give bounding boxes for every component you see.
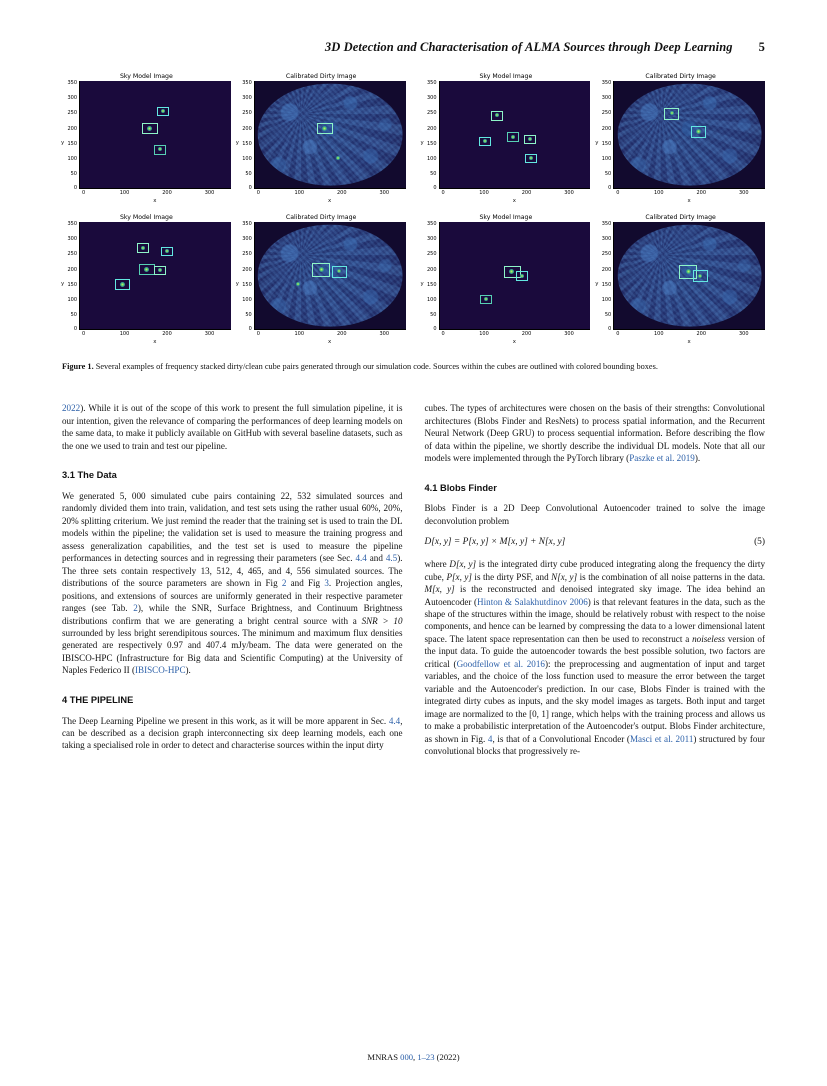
body-columns bbox=[62, 402, 765, 757]
paragraph-deconvolution: where D[x, y] is the integrated dirty cube produced integrating along the frequency the dirty cube, P[x, y] is the dirty PSF, and N[x, y] is the combination of all noise patterns in the data. M[x, y] is the reconstructed and denoised integrated sky image. The idea behind an Autoencoder (Hinton & Salakhutdinov 2006) is that relevant features in the data, such as the shape of the structures within the image, should be relatively robust with respect to the noise components, and hence can be learned by compressing the data to a lower dimensional latent space. The latent space representation can then be used to reconstruct a noiseless version of the input data. To guide the autoencoder towards the best possible solution, two factors are critical (Goodfellow et al. 2016): the preprocessing and augmentation of input and target variables, and the choice of the loss function used to measure the error between the target variable and the Autoencoder's prediction. In our case, Blobs Finder is trained with the integrated dirty cubes as inputs, and the sky model images as targets. Both input and target image are normalized to the [0, 1] range, which helps with the training process and allows us to make a probabilistic interpretation of the Autoencoder's output. Blobs Finder architecture, as shown in Fig. 4, is that of a Convolutional Encoder (Masci et al. 2011) structured by four convolutional blocks that progressively re- bbox=[424, 559, 766, 757]
panel-title-dirty: Calibrated Dirty Image bbox=[645, 214, 716, 221]
panel-title-dirty: Calibrated Dirty Image bbox=[285, 73, 357, 80]
axis-label-x: x bbox=[512, 198, 516, 204]
axis-label-y: y bbox=[61, 280, 65, 287]
axis-label-x: x bbox=[328, 339, 332, 345]
ref-link-tab-2[interactable]: 2 bbox=[133, 603, 138, 614]
figure-grid bbox=[62, 73, 765, 345]
page-number: 5 bbox=[758, 40, 765, 54]
paragraph-blobs-finder: Blobs Finder is a 2D Deep Convolutional Autoencoder trained to solve the image deconvolution problem bbox=[424, 503, 765, 526]
cube-pair-1 bbox=[62, 73, 406, 204]
panel-dirty-3 bbox=[237, 214, 406, 345]
x-tick-labels: 0 100 200 300 bbox=[616, 331, 749, 337]
axis-label-x: x bbox=[328, 198, 332, 204]
panel-title-dirty: Calibrated Dirty Image bbox=[285, 214, 357, 221]
axis-label-y: y bbox=[595, 139, 599, 146]
axis-label-y: y bbox=[235, 280, 239, 287]
x-tick-labels: 0 100 200 300 bbox=[441, 331, 574, 337]
axis-label-x: x bbox=[153, 339, 157, 345]
citation-link-hinton[interactable]: Hinton & Salakhutdinov 2006 bbox=[477, 596, 588, 607]
ref-link-4-5[interactable]: 4.5 bbox=[385, 553, 398, 564]
sky-model-image bbox=[439, 81, 591, 189]
axis-label-y: y bbox=[235, 139, 239, 146]
ref-link-fig-2[interactable]: 2 bbox=[281, 578, 287, 589]
paragraph-the-data: We generated 5, 000 simulated cube pairs containing 22, 532 simulated sources and randomly divided them into train, validation, and test sets using the rather usual 60%, 20%, 20% splitting criterium. We just remind the reader that the training set is used to train the DL models within the pipeline; the validation set is used to measure the training progress and assess generalization capabilities, and the test set is used to measure the pipeline performances in detecting sources and in regressing their parameters (see Sec. 4.4 and 4.5). The three sets contain respectively 13, 512, 4, 465, and 4, 556 simulated sources. The distributions of the source parameters are shown in Fig 2 and Fig 3. Projection angles, positions, and extensions of sources are uniformly generated in their respective parameter ranges (see Tab. 2), while the SNR, Surface Brightness, and Continuum Brightness distributions confirm that we are generating a bright central source with a SNR > 10 surrounded by less bright serendipitous sources. The minimum and maximum flux densities generated are respectively 0.97 and 407.4 mJy/beam. The data were generated on the IBISCO-HPC (Infrastructure for Big data and Scientific Computing) at the University of Naples Federico II (IBISCO-HPC). bbox=[62, 490, 403, 676]
section-heading-4: 4 THE PIPELINE bbox=[62, 694, 134, 705]
cube-pair-4 bbox=[422, 214, 766, 345]
panel-dirty-1 bbox=[237, 73, 406, 204]
x-tick-labels: 0 100 200 300 bbox=[81, 331, 215, 337]
footer-sep: , bbox=[413, 1052, 418, 1062]
footer-journal: MNRAS bbox=[367, 1052, 401, 1062]
y-tick-labels: 350 300 250 200 150 100 50 0 bbox=[426, 221, 437, 332]
ref-link-fig-4[interactable]: 4 bbox=[487, 733, 493, 744]
panel-dirty-4 bbox=[596, 214, 765, 345]
y-tick-labels: 350 300 250 200 150 100 50 0 bbox=[242, 80, 252, 191]
citation-link-paszke[interactable]: Paszke et al. 2019 bbox=[629, 453, 695, 464]
x-tick-labels: 0 100 200 300 bbox=[616, 190, 749, 196]
inline-math-p: P[x, y] bbox=[446, 571, 472, 582]
axis-label-y: y bbox=[420, 280, 424, 287]
y-tick-labels: 350 300 250 200 150 100 50 0 bbox=[426, 80, 437, 191]
panel-title-sky: Sky Model Image bbox=[479, 214, 533, 221]
y-tick-labels: 350 300 250 200 150 100 50 0 bbox=[67, 80, 77, 191]
y-tick-labels: 350 300 250 200 150 100 50 0 bbox=[601, 80, 612, 191]
axis-label-y: y bbox=[420, 139, 424, 146]
figure-1 bbox=[62, 73, 765, 372]
ref-link-fig-3[interactable]: 3 bbox=[324, 578, 329, 589]
inline-math-snr: SNR > 10 bbox=[361, 615, 403, 626]
panel-sky-2 bbox=[422, 73, 591, 204]
panel-title-sky: Sky Model Image bbox=[479, 73, 533, 80]
sky-model-image bbox=[439, 222, 591, 330]
axis-label-x: x bbox=[687, 198, 691, 204]
axis-label-x: x bbox=[512, 339, 516, 345]
footer-pages: 1–23 bbox=[417, 1052, 435, 1062]
paragraph-intro: 2022). While it is out of the scope of this work to present the full simulation pipeline, it is our intention, given the relevance of comparing the performances of deep learning models on the same data, to make it publicly available on GitHub with several baseline datasets, such as the one we used to train and test our pipeline. bbox=[62, 403, 403, 451]
sky-model-image bbox=[79, 81, 231, 189]
citation-link-masci[interactable]: Masci et al. 2011 bbox=[629, 733, 694, 744]
calibrated-dirty-image bbox=[254, 222, 406, 330]
panel-title-sky: Sky Model Image bbox=[119, 214, 173, 221]
ref-link-ibisco[interactable]: IBISCO-HPC bbox=[134, 665, 186, 676]
emphasis-noiseless: noiseless bbox=[692, 633, 725, 644]
calibrated-dirty-image bbox=[613, 222, 765, 330]
cube-pair-3 bbox=[62, 214, 406, 345]
y-tick-labels: 350 300 250 200 150 100 50 0 bbox=[242, 221, 252, 332]
column-left bbox=[62, 402, 403, 757]
paragraph-pipeline: The Deep Learning Pipeline we present in this work, as it will be more apparent in Sec. 4.4, can be described as a decision graph interconnecting six deep learning models, each one taking a specialised role in order to detect and characterise sources within the input dirty bbox=[62, 715, 403, 751]
x-tick-labels: 0 100 200 300 bbox=[256, 331, 390, 337]
axis-label-x: x bbox=[687, 339, 691, 345]
section-heading-3-1: 3.1 The Data bbox=[62, 470, 117, 481]
running-head bbox=[62, 40, 765, 55]
section-heading-4-1: 4.1 Blobs Finder bbox=[424, 482, 497, 493]
x-tick-labels: 0 100 200 300 bbox=[81, 190, 215, 196]
axis-label-y: y bbox=[61, 139, 65, 146]
equation-body: D[x, y] = P[x, y] × M[x, y] + N[x, y] bbox=[424, 537, 566, 548]
x-tick-labels: 0 100 200 300 bbox=[441, 190, 574, 196]
footer-year: (2022) bbox=[434, 1052, 460, 1062]
y-tick-labels: 350 300 250 200 150 100 50 0 bbox=[67, 221, 77, 332]
panel-title-dirty: Calibrated Dirty Image bbox=[645, 73, 716, 80]
panel-sky-3 bbox=[62, 214, 231, 345]
ref-link-4-4b[interactable]: 4.4 bbox=[388, 715, 401, 726]
inline-math-n: N[x, y] bbox=[551, 571, 578, 582]
inline-math-m: M[x, y] bbox=[424, 584, 455, 595]
axis-label-x: x bbox=[153, 198, 157, 204]
footer-volume: 000 bbox=[400, 1052, 414, 1062]
panel-dirty-2 bbox=[596, 73, 765, 204]
y-tick-labels: 350 300 250 200 150 100 50 0 bbox=[601, 221, 612, 332]
inline-math-d: D[x, y] bbox=[449, 559, 477, 570]
calibrated-dirty-image bbox=[613, 81, 765, 189]
page-footer bbox=[0, 1052, 827, 1062]
paragraph-architectures: cubes. The types of architectures were chosen on the basis of their strengths: Convolutional architectures (Blobs Finder and ResNets) to process spatial information, and the Recurrent Neural Network (Deep GRU) to process sequential information. Before describing the flow of data within the pipeline, we shortly describe the individual DL models. Note that all our models were implemented through the PyTorch library (Paszke et al. 2019). bbox=[424, 403, 765, 464]
figure-caption-label: Figure 1. bbox=[62, 362, 94, 371]
column-right bbox=[425, 402, 766, 757]
ref-link-4-4[interactable]: 4.4 bbox=[355, 553, 367, 564]
figure-caption-text: Several examples of frequency stacked dirty/clean cube pairs generated through our simulation code. Sources within the cubes are outlined with colored bounding boxes. bbox=[95, 362, 658, 371]
cube-pair-2 bbox=[422, 73, 766, 204]
panel-sky-4 bbox=[422, 214, 591, 345]
axis-label-y: y bbox=[595, 280, 599, 287]
running-head-title: 3D Detection and Characterisation of ALMA Sources through Deep Learning bbox=[324, 40, 733, 54]
x-tick-labels: 0 100 200 300 bbox=[256, 190, 390, 196]
citation-link-goodfellow[interactable]: Goodfellow et al. 2016 bbox=[456, 658, 545, 669]
citation-link[interactable]: 2022 bbox=[62, 403, 81, 414]
panel-sky-1 bbox=[62, 73, 231, 204]
calibrated-dirty-image bbox=[254, 81, 406, 189]
figure-caption bbox=[62, 361, 765, 372]
sky-model-image bbox=[79, 222, 231, 330]
equation-number: (5) bbox=[754, 537, 765, 548]
panel-title-sky: Sky Model Image bbox=[119, 73, 173, 80]
equation-5 bbox=[425, 536, 766, 549]
